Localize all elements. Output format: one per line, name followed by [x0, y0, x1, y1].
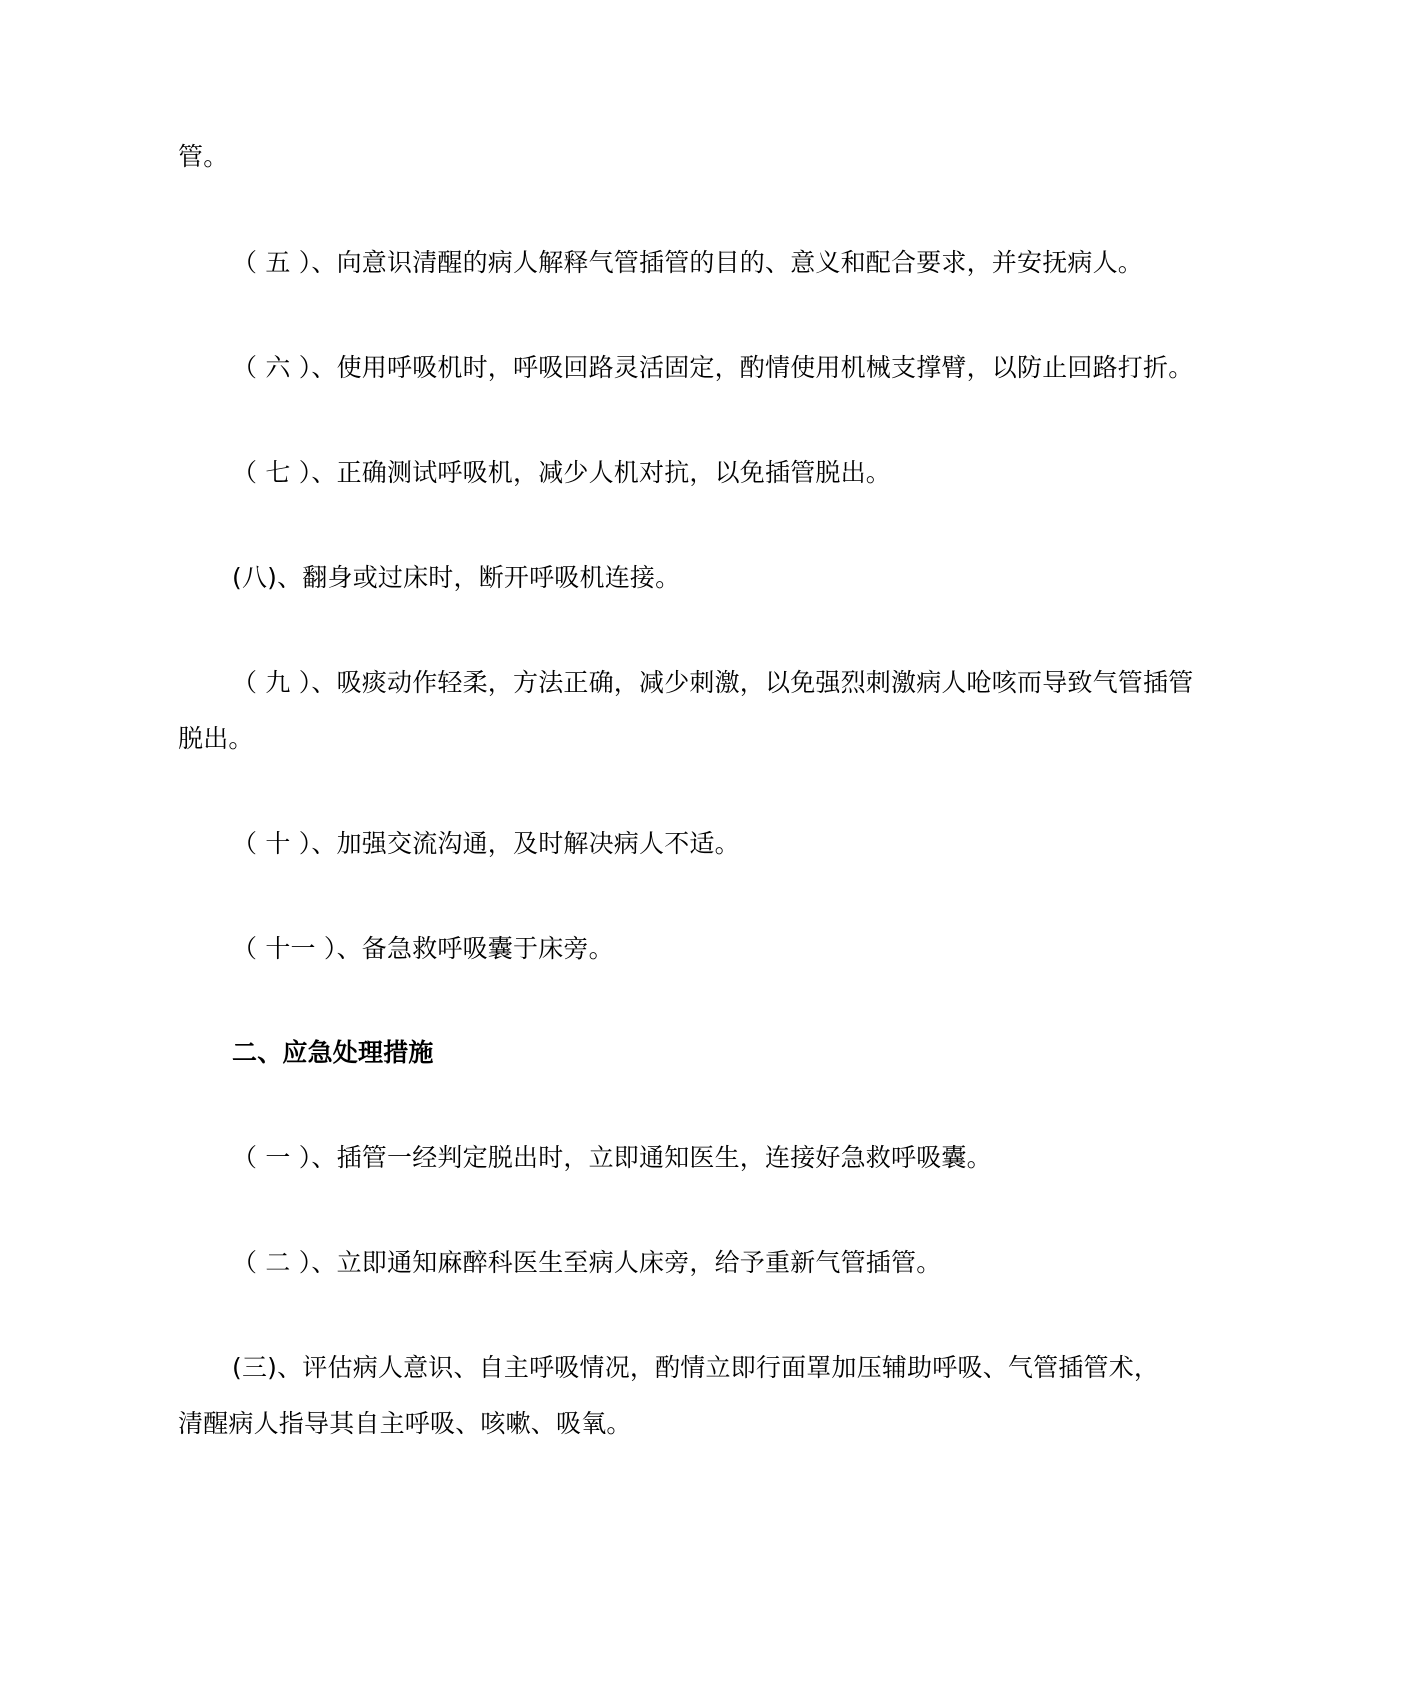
section-heading: 二、应急处理措施 — [232, 1038, 434, 1067]
text-line-measure-3-continued: 清醒病人指导其自主呼吸、咳嗽、吸氧。 — [178, 1409, 632, 1438]
text-line-measure-3: (三)、评估病人意识、自主呼吸情况，酌情立即行面罩加压辅助呼吸、气管插管术， — [232, 1353, 1160, 1382]
text-line-measure-2: （ 二 ）、立即通知麻醉科医生至病人床旁，给予重新气管插管。 — [232, 1248, 942, 1277]
text-line-item-11: （ 十一 ）、备急救呼吸囊于床旁。 — [232, 934, 614, 963]
text-line-item-10: （ 十 ）、加强交流沟通，及时解决病人不适。 — [232, 829, 740, 858]
text-line-item-5: （ 五 ）、向意识清醒的病人解释气管插管的目的、意义和配合要求，并安抚病人。 — [232, 248, 1143, 277]
text-line-item-8: (八)、翻身或过床时，断开呼吸机连接。 — [232, 563, 681, 592]
text-line-item-7: （ 七 ）、正确测试呼吸机，减少人机对抗，以免插管脱出。 — [232, 458, 891, 487]
text-line-item-9-continued: 脱出。 — [178, 724, 254, 753]
text-line-item-6: （ 六 ）、使用呼吸机时，呼吸回路灵活固定，酌情使用机械支撑臂，以防止回路打折。 — [232, 353, 1194, 382]
text-line-measure-1: （ 一 ）、插管一经判定脱出时，立即通知医生，连接好急救呼吸囊。 — [232, 1143, 992, 1172]
text-line-item-9: （ 九 ）、吸痰动作轻柔，方法正确，减少刺激，以免强烈刺激病人呛咳而导致气管插管 — [232, 668, 1194, 697]
text-line-continuation: 管。 — [178, 142, 229, 171]
